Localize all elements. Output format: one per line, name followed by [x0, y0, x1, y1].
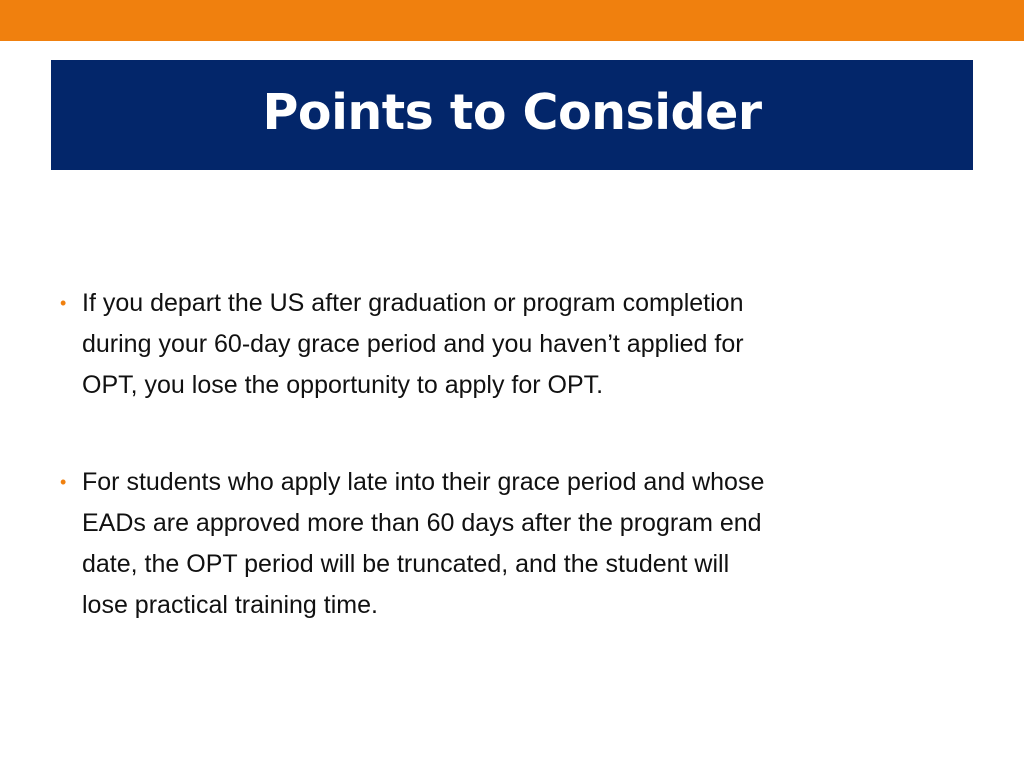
bullet-dot-icon: •: [60, 472, 67, 492]
bullet-text-line: during your 60-day grace period and you haven’t applied for: [82, 330, 744, 358]
bullet-item: [60, 462, 960, 626]
bullet-text-line: lose practical training time.: [82, 591, 378, 619]
slide-title: Points to Consider: [262, 83, 762, 141]
bullet-text-line: If you depart the US after graduation or program completion: [82, 289, 744, 317]
bullet-item: [60, 283, 960, 406]
bullet-list: [60, 283, 960, 626]
top-accent-bar: [0, 0, 1024, 41]
bullet-text-line: date, the OPT period will be truncated, and the student will: [82, 550, 730, 578]
bullet-dot-icon: •: [60, 293, 67, 313]
bullet-text-line: EADs are approved more than 60 days after the program end: [82, 509, 762, 537]
bullet-text-line: For students who apply late into their grace period and whose: [82, 468, 765, 496]
title-banner: [51, 60, 973, 170]
bullet-text-line: OPT, you lose the opportunity to apply for OPT.: [82, 371, 604, 399]
